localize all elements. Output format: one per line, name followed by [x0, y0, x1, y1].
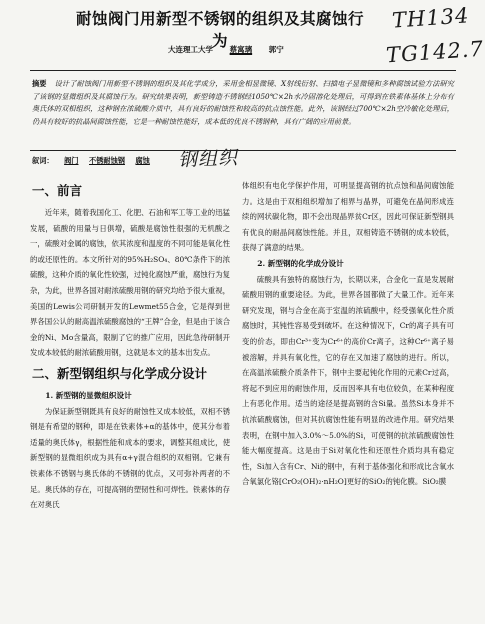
design-paragraph-1: 为保证新型钢既具有良好的耐蚀性又成本较低，双相不锈钢是有希望的钢种，即是在铁素体+α的基体中，使其分布着适量的奥氏体γ，根据性能和成本的要求，调整其组成比，使新型钢的显微组织成为具有α+γ混合组织的双相钢。它兼有铁素体不锈钢与奥氏体的不锈钢的优点，又可弥补两者的不足。奥氏体的存在，可提高钢的塑韧性和可焊性。铁素体的存在对奥氏: [30, 406, 230, 510]
page-title: 耐蚀阀门用新型不锈钢的组织及其腐蚀行为: [75, 10, 364, 50]
subsection-heading-microstructure: 1. 新型钢的显微组织设计: [45, 390, 132, 400]
right-paragraph-2: 硫酸具有独特的腐蚀行为，长期以来，合金化一直是发展耐硫酸用钢的重要途径。为此，世界各国都做了大量工作。近年来研究发现，钢与合金在高于室温的浓硫酸中，经受强氧化性介质腐蚀时，其钝性容易受到破坏。在这种情况下，Cr的离子具有可变的价态，即由Cr³⁺变为Cr⁶⁺的高价Cr离子，这种Cr⁶⁺离子易被溶解，并具有氧化性，它的存在又加速了腐蚀的进行。所以，在高温浓硫酸介质条件下，钢中主要起钝化作用的元素Cr过高，将起不到应用的耐蚀作用，反而因率具有电位较负，在某种程度上有恶化作用。适当的途径是提高钢的含Si量。虽然Si本身并不抗浓硫酸腐蚀，但对其抗腐蚀性能有明显的改进作用。研究结果表明，在钢中加入3.0%～5.0%的Si，可使钢的抗浓硫酸腐蚀性能大幅度提高。这是由于Si对氧化性和还原性介质均具有稳定性，Si加入含有Cr、Ni的钢中，有利于基体强化和形成比含氧水合氧氯化铬[CrO₂(OH)₂·nH₂O]更好的SiO₂的钝化膜。SiO₂膜: [242, 274, 454, 487]
top-divider: [30, 70, 456, 71]
author-line: [168, 44, 368, 55]
author-affiliation: 大连理工大学: [168, 45, 213, 54]
author-name-2: 郭宁: [268, 45, 284, 54]
keyword-item: 不锈耐蚀钢: [89, 156, 125, 165]
keyword-item: 阀门: [64, 156, 79, 165]
handwritten-class-code-2: TG142.7: [385, 36, 485, 68]
keyword-item: 腐蚀: [135, 156, 150, 165]
keywords: [32, 156, 232, 166]
subsection-heading-composition: 2. 新型钢的化学成分设计: [257, 258, 344, 268]
abstract-divider: [30, 150, 456, 151]
section-heading-intro: 一、前言: [32, 183, 83, 198]
handwritten-note: 钢组织: [177, 146, 239, 172]
left-column: [30, 178, 230, 513]
abstract: [32, 78, 454, 128]
right-paragraph-1: 体组织有电化学保护作用，可明显提高钢的抗点蚀和晶间腐蚀能力。这是由于双相组织增加了相界与晶界，可避免在晶间形成连续的网状碳化物，即不会出现晶界贫Cr区，因此可保证新型钢具有优良的耐晶间腐蚀性能。并且，双相铸造不锈钢的成本较低，获得了满意的结果。: [242, 181, 454, 253]
author-name-1: 蔡寓璃: [229, 45, 253, 54]
abstract-text: 设计了耐蚀阀门用新型不锈钢的组织及其化学成分，采用金相显微镜、X射线衍射、扫描电子显微镜和多种腐蚀试验方法研究了该钢的显微组织及其腐蚀行为。研究结果表明，新型铸造不锈钢经1050℃×2h水冷固溶化处理后，可得到在铁素体基体上分布有奥氏体的双相组织，这种钢在浓硫酸介质中，具有良好的耐蚀性和较高的抗点蚀性能。此外，该钢经过700℃×2h空冷敏化处理后，仍具有较好的抗晶间腐蚀性能，它是一种耐蚀性能好，成本低的优良不锈钢种，具有广阔的应用前景。: [32, 79, 454, 126]
section-heading-design: 二、新型钢组织与化学成分设计: [32, 365, 208, 381]
handwritten-class-code-1: TH134: [391, 3, 471, 33]
abstract-label: 摘要: [32, 79, 47, 88]
right-column: [242, 178, 454, 490]
intro-paragraph: 近年来，随着我国化工、化肥、石油和军工等工业的迅猛发展，硫酸的用量与日俱增，硫酸是腐蚀性很强的无机酸之一，硫酸对金属的腐蚀，依其浓度和温度的不同可能是氧化性的或还原性的。本文所针对的95%H₂SO₄、80℃条件下的浓硫酸，这种介质的氧化性较强，过钝化腐蚀严重，腐蚀行为复杂，为此，世界各国对耐浓硫酸用钢的研究均给予很大重视，美国的Lewis公司研制开发的Lewmet55合金，它是得到世界各国公认的耐高温浓硫酸腐蚀的“王牌”合金，但是由于该合金的Ni、Mo含量高，限制了它的推广应用，因此急待研制开发成本较低的耐浓硫酸用钢，这就是本文的基本出发点。: [30, 208, 230, 358]
keywords-label: 叙词：: [32, 156, 54, 165]
